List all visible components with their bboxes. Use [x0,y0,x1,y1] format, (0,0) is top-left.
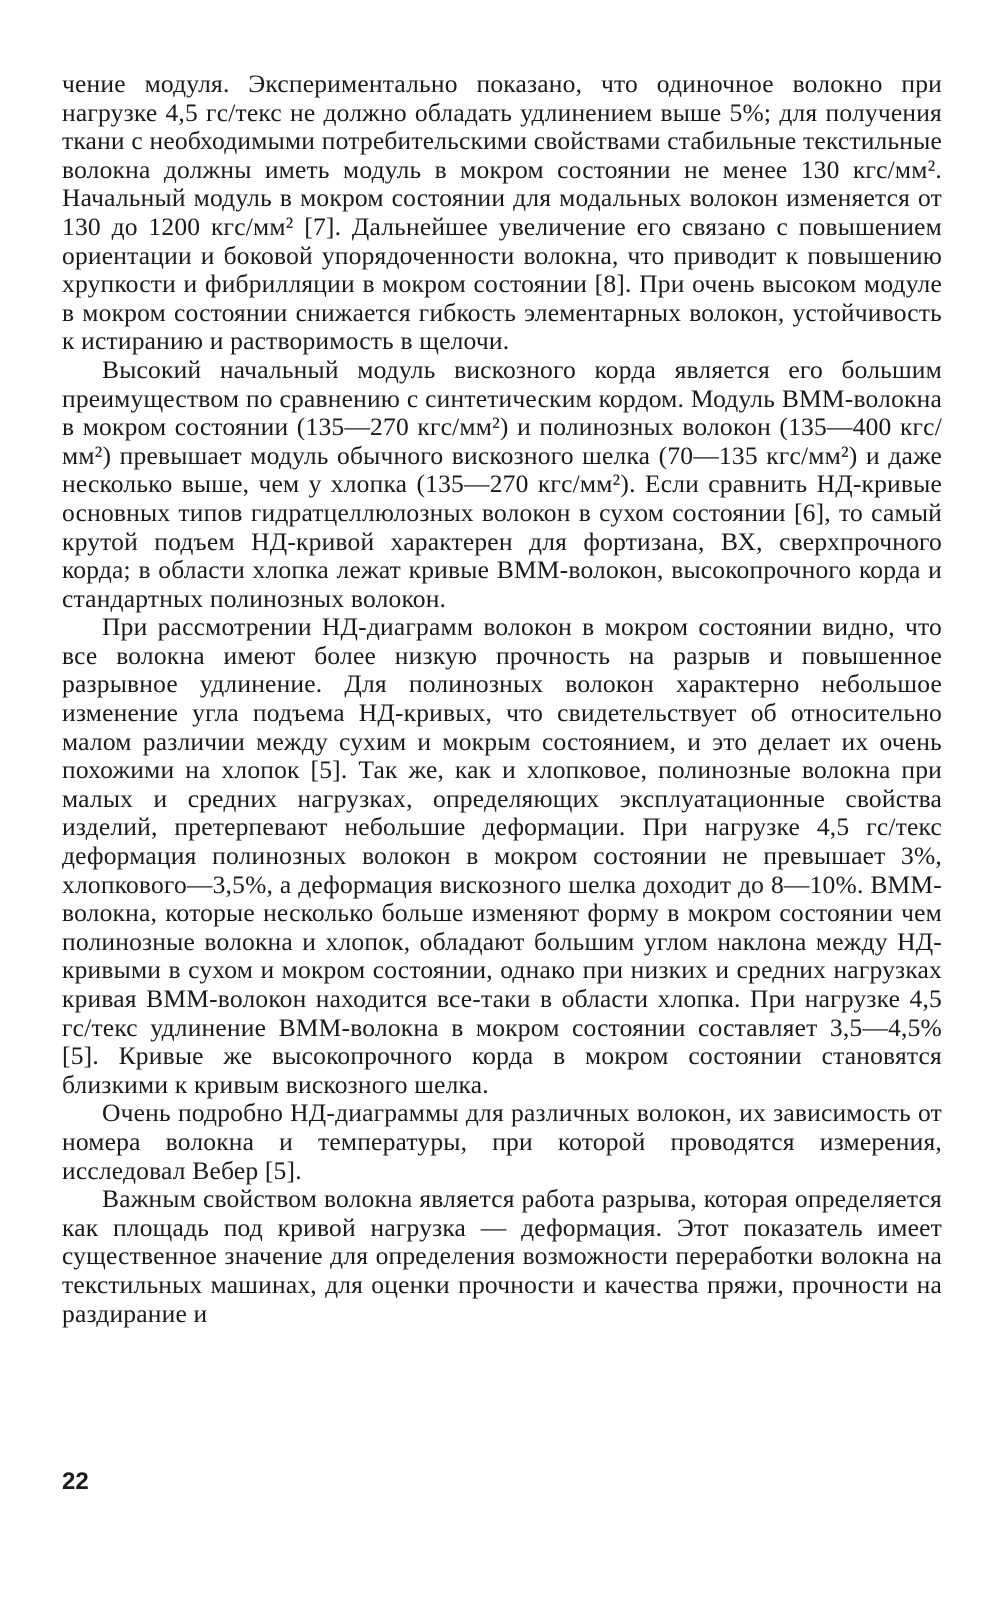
paragraph-weber-study: Очень подробно НД-диаграммы для различных волокон, их зависимость от номера волокна и температуры, при которой проводятся измерения, исследовал Вебер [5]. [62,1098,942,1185]
paragraph-continuation: чение модуля. Экспериментально показано, что одиночное волокно при нагрузке 4,5 гс/текс не должно обладать удлинением выше 5%; для получения ткани с необходимыми потребительскими свойствами стабильные текстильные волокна должны иметь модуль в мокром состоянии не менее 130 кгс/мм². Начальный модуль в мокром состоянии для модальных волокон изменяется от 130 до 1200 кгс/мм² [7]. Дальнейшее увеличение его связано с повышением ориентации и боковой упорядоченности волокна, что приводит к повышению хрупкости и фибрилляции в мокром состоянии [8]. При очень высоком модуле в мокром состоянии снижается гибкость элементарных волокон, устойчивость к истиранию и растворимость в щелочи. [62,69,942,356]
paragraph-work-of-rupture: Важным свойством волокна является работа разрыва, которая определяется как площадь под кривой нагрузка — деформация. Этот показатель имеет существенное значение для определения возможности переработки волокна на текстильных машинах, для оценки прочности и качества пряжи, прочности на раздирание и [62,1184,942,1328]
paragraph-wet-state-diagrams: При рассмотрении НД-диаграмм волокон в мокром состоянии видно, что все волокна имеют более низкую прочность на разрыв и повышенное разрывное удлинение. Для полинозных волокон характерно небольшое изменение угла подъема НД-кривых, что свидетельствует об относительно малом различии между сухим и мокрым состоянием, и это делает их очень похожими на хлопок [5]. Так же, как и хлопковое, полинозные волокна при малых и средних нагрузках, определяющих эксплуатационные свойства изделий, претерпевают небольшие деформации. При нагрузке 4,5 гс/текс деформация полинозных волокон в мокром состоянии не превышает 3%, хлопкового—3,5%, а деформация вискозного шелка доходит до 8—10%. ВММ-волокна, которые несколько больше изменяют форму в мокром состоянии чем полинозные волокна и хлопок, обладают большим углом наклона между НД-кривыми в сухом и мокром состоянии, однако при низких и средних нагрузках кривая ВММ-волокон находится все-таки в области хлопка. При нагрузке 4,5 гс/текс удлинение ВММ-волокна в мокром состоянии составляет 3,5—4,5% [5]. Кривые же высокопрочного корда в мокром состоянии становятся близкими к кривым вискозного шелка. [62,612,942,1099]
page-number: 22 [62,1468,89,1495]
document-page [62,70,942,1328]
paragraph-viscose-cord-modulus: Высокий начальный модуль вискозного корда является его большим преимуществом по сравнению с синтетическим кордом. Модуль ВММ-волокна в мокром состоянии (135—270 кгс/мм²) и полинозных волокон (135—400 кгс/мм²) превышает модуль обычного вискозного шелка (70—135 кгс/мм²) и даже несколько выше, чем у хлопка (135—270 кгс/мм²). Если сравнить НД-кривые основных типов гидратцеллюлозных волокон в сухом состоянии [6], то самый крутой подъем НД-кривой характерен для фортизана, ВХ, сверхпрочного корда; в области хлопка лежат кривые ВММ-волокон, высокопрочного корда и стандартных полинозных волокон. [62,354,942,613]
